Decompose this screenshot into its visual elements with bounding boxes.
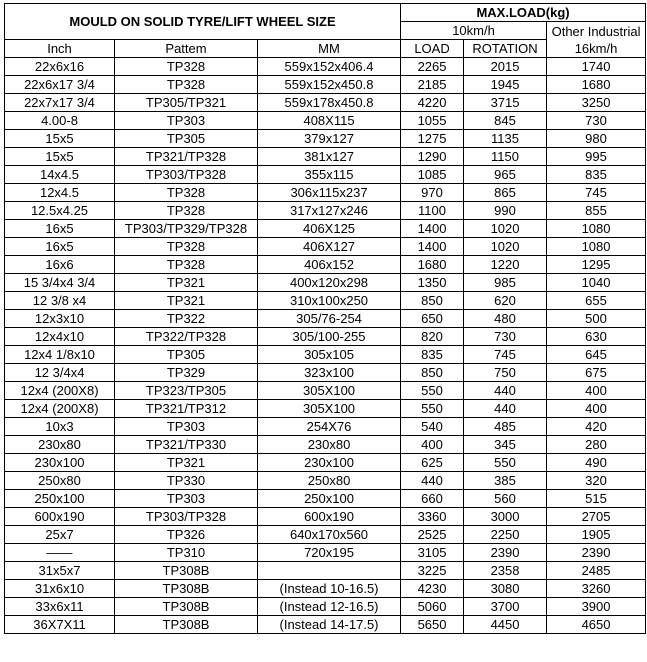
other-industrial-header xyxy=(547,22,646,58)
cell-rotation: 990 xyxy=(464,202,547,220)
cell-inch: 14x4.5 xyxy=(5,166,115,184)
cell-other: 1905 xyxy=(547,526,646,544)
cell-other: 280 xyxy=(547,436,646,454)
cell-inch: 33x6x11 xyxy=(5,598,115,616)
cell-other: 1080 xyxy=(547,220,646,238)
cell-rotation: 965 xyxy=(464,166,547,184)
cell-pattern: TP328 xyxy=(115,76,258,94)
cell-inch: 16x5 xyxy=(5,238,115,256)
cell-load: 540 xyxy=(401,418,464,436)
cell-load: 4220 xyxy=(401,94,464,112)
cell-inch: 12x4 1/8x10 xyxy=(5,346,115,364)
cell-mm: 317x127x246 xyxy=(258,202,401,220)
cell-other: 980 xyxy=(547,130,646,148)
cell-load: 1400 xyxy=(401,220,464,238)
cell-inch: 15x5 xyxy=(5,130,115,148)
cell-pattern: TP330 xyxy=(115,472,258,490)
other-industrial-label: Other Industrial xyxy=(551,23,641,39)
cell-inch: 12 3/8 x4 xyxy=(5,292,115,310)
cell-inch: 16x6 xyxy=(5,256,115,274)
cell-pattern: TP303 xyxy=(115,418,258,436)
cell-mm: 406X127 xyxy=(258,238,401,256)
table-row xyxy=(5,166,646,184)
cell-other: 400 xyxy=(547,400,646,418)
cell-other: 745 xyxy=(547,184,646,202)
cell-inch: 31x6x10 xyxy=(5,580,115,598)
cell-load: 625 xyxy=(401,454,464,472)
cell-load: 5650 xyxy=(401,616,464,634)
cell-pattern: TP310 xyxy=(115,544,258,562)
cell-load: 1350 xyxy=(401,274,464,292)
cell-inch: 22x6x17 3/4 xyxy=(5,76,115,94)
cell-rotation: 2250 xyxy=(464,526,547,544)
cell-mm: 254X76 xyxy=(258,418,401,436)
cell-rotation: 2358 xyxy=(464,562,547,580)
cell-inch: 250x80 xyxy=(5,472,115,490)
cell-load: 970 xyxy=(401,184,464,202)
cell-mm: 406x152 xyxy=(258,256,401,274)
cell-inch: 12.5x4.25 xyxy=(5,202,115,220)
cell-inch: 4.00-8 xyxy=(5,112,115,130)
table-row xyxy=(5,562,646,580)
table-row xyxy=(5,418,646,436)
cell-mm: 640x170x560 xyxy=(258,526,401,544)
cell-rotation: 550 xyxy=(464,454,547,472)
cell-other: 420 xyxy=(547,418,646,436)
cell-load: 1100 xyxy=(401,202,464,220)
table-row xyxy=(5,112,646,130)
cell-mm: 310x100x250 xyxy=(258,292,401,310)
cell-other: 2705 xyxy=(547,508,646,526)
cell-mm: 379x127 xyxy=(258,130,401,148)
cell-other: 2390 xyxy=(547,544,646,562)
cell-load: 820 xyxy=(401,328,464,346)
cell-rotation: 1945 xyxy=(464,76,547,94)
cell-other: 855 xyxy=(547,202,646,220)
cell-pattern: TP308B xyxy=(115,580,258,598)
cell-rotation: 385 xyxy=(464,472,547,490)
cell-other: 730 xyxy=(547,112,646,130)
cell-other: 1040 xyxy=(547,274,646,292)
cell-mm: 600x190 xyxy=(258,508,401,526)
table-row xyxy=(5,616,646,634)
cell-other: 645 xyxy=(547,346,646,364)
cell-inch: 25x7 xyxy=(5,526,115,544)
cell-other: 1680 xyxy=(547,76,646,94)
cell-rotation: 345 xyxy=(464,436,547,454)
cell-inch: 22x7x17 3/4 xyxy=(5,94,115,112)
cell-other: 655 xyxy=(547,292,646,310)
table-row xyxy=(5,346,646,364)
table-row xyxy=(5,238,646,256)
cell-inch: 12x4x10 xyxy=(5,328,115,346)
cell-pattern: TP303/TP328 xyxy=(115,166,258,184)
cell-rotation: 440 xyxy=(464,400,547,418)
table-row xyxy=(5,58,646,76)
cell-mm: (Instead 12-16.5) xyxy=(258,598,401,616)
cell-load: 1275 xyxy=(401,130,464,148)
cell-load: 850 xyxy=(401,292,464,310)
cell-pattern: TP329 xyxy=(115,364,258,382)
cell-load: 3105 xyxy=(401,544,464,562)
cell-pattern: TP326 xyxy=(115,526,258,544)
cell-other: 4650 xyxy=(547,616,646,634)
cell-rotation: 560 xyxy=(464,490,547,508)
cell-mm: 230x80 xyxy=(258,436,401,454)
cell-load: 3225 xyxy=(401,562,464,580)
cell-other: 3260 xyxy=(547,580,646,598)
cell-inch: 16x5 xyxy=(5,220,115,238)
cell-pattern: TP305/TP321 xyxy=(115,94,258,112)
cell-pattern: TP322 xyxy=(115,310,258,328)
cell-inch: 36X7X11 xyxy=(5,616,115,634)
cell-other: 3250 xyxy=(547,94,646,112)
cell-rotation: 480 xyxy=(464,310,547,328)
cell-rotation: 750 xyxy=(464,364,547,382)
cell-pattern: TP308B xyxy=(115,562,258,580)
cell-load: 2185 xyxy=(401,76,464,94)
cell-rotation: 3715 xyxy=(464,94,547,112)
cell-pattern: TP322/TP328 xyxy=(115,328,258,346)
table-title: MOULD ON SOLID TYRE/LIFT WHEEL SIZE xyxy=(5,4,401,40)
cell-other: 320 xyxy=(547,472,646,490)
cell-load: 2265 xyxy=(401,58,464,76)
cell-pattern: TP305 xyxy=(115,130,258,148)
table-row xyxy=(5,436,646,454)
table-row xyxy=(5,220,646,238)
table-row xyxy=(5,544,646,562)
cell-inch: 250x100 xyxy=(5,490,115,508)
cell-inch: 12x4 (200X8) xyxy=(5,382,115,400)
cell-mm: 720x195 xyxy=(258,544,401,562)
cell-mm: 559x152x406.4 xyxy=(258,58,401,76)
cell-other: 1080 xyxy=(547,238,646,256)
cell-rotation: 440 xyxy=(464,382,547,400)
cell-other: 630 xyxy=(547,328,646,346)
cell-load: 400 xyxy=(401,436,464,454)
cell-mm: (Instead 10-16.5) xyxy=(258,580,401,598)
cell-pattern: TP305 xyxy=(115,346,258,364)
cell-mm xyxy=(258,562,401,580)
cell-load: 850 xyxy=(401,364,464,382)
table-row xyxy=(5,292,646,310)
cell-load: 1055 xyxy=(401,112,464,130)
cell-mm: 305X100 xyxy=(258,382,401,400)
cell-rotation: 3080 xyxy=(464,580,547,598)
cell-load: 1085 xyxy=(401,166,464,184)
table-row xyxy=(5,76,646,94)
cell-pattern: TP328 xyxy=(115,238,258,256)
cell-mm: 408X115 xyxy=(258,112,401,130)
cell-mm: 250x100 xyxy=(258,490,401,508)
table-row xyxy=(5,130,646,148)
table-row xyxy=(5,472,646,490)
cell-inch: 12x4 (200X8) xyxy=(5,400,115,418)
cell-mm: 381x127 xyxy=(258,148,401,166)
cell-rotation: 1150 xyxy=(464,148,547,166)
table-row xyxy=(5,202,646,220)
cell-pattern: TP323/TP305 xyxy=(115,382,258,400)
cell-inch: 15 3/4x4 3/4 xyxy=(5,274,115,292)
cell-load: 5060 xyxy=(401,598,464,616)
cell-mm: 305/100-255 xyxy=(258,328,401,346)
cell-pattern: TP328 xyxy=(115,256,258,274)
cell-other: 3900 xyxy=(547,598,646,616)
cell-rotation: 4450 xyxy=(464,616,547,634)
cell-mm: 305/76-254 xyxy=(258,310,401,328)
cell-other: 400 xyxy=(547,382,646,400)
cell-rotation: 3700 xyxy=(464,598,547,616)
col-header-mm: MM xyxy=(258,40,401,58)
table-row xyxy=(5,256,646,274)
cell-mm: (Instead 14-17.5) xyxy=(258,616,401,634)
cell-mm: 355x115 xyxy=(258,166,401,184)
cell-pattern: TP321/TP330 xyxy=(115,436,258,454)
cell-rotation: 1020 xyxy=(464,238,547,256)
cell-load: 835 xyxy=(401,346,464,364)
cell-pattern: TP308B xyxy=(115,616,258,634)
table-row xyxy=(5,274,646,292)
table-row xyxy=(5,526,646,544)
cell-other: 490 xyxy=(547,454,646,472)
table-row xyxy=(5,94,646,112)
cell-pattern: TP303 xyxy=(115,490,258,508)
cell-load: 550 xyxy=(401,382,464,400)
table-row xyxy=(5,364,646,382)
cell-pattern: TP321 xyxy=(115,454,258,472)
table-row xyxy=(5,400,646,418)
cell-inch: 15x5 xyxy=(5,148,115,166)
cell-mm: 305x105 xyxy=(258,346,401,364)
table-row xyxy=(5,310,646,328)
cell-mm: 559x178x450.8 xyxy=(258,94,401,112)
cell-rotation: 985 xyxy=(464,274,547,292)
cell-rotation: 745 xyxy=(464,346,547,364)
cell-load: 1290 xyxy=(401,148,464,166)
cell-rotation: 3000 xyxy=(464,508,547,526)
cell-load: 660 xyxy=(401,490,464,508)
cell-pattern: TP328 xyxy=(115,184,258,202)
cell-rotation: 1020 xyxy=(464,220,547,238)
cell-mm: 400x120x298 xyxy=(258,274,401,292)
cell-pattern: TP303 xyxy=(115,112,258,130)
cell-mm: 323x100 xyxy=(258,364,401,382)
cell-mm: 250x80 xyxy=(258,472,401,490)
cell-inch: 10x3 xyxy=(5,418,115,436)
cell-other: 675 xyxy=(547,364,646,382)
col-header-rotation: ROTATION xyxy=(464,40,547,58)
cell-load: 1680 xyxy=(401,256,464,274)
cell-mm: 559x152x450.8 xyxy=(258,76,401,94)
tyre-spec-table xyxy=(4,3,646,634)
cell-pattern: TP303/TP329/TP328 xyxy=(115,220,258,238)
cell-other: 835 xyxy=(547,166,646,184)
cell-pattern: TP308B xyxy=(115,598,258,616)
table-row xyxy=(5,490,646,508)
cell-mm: 406X125 xyxy=(258,220,401,238)
table-row xyxy=(5,454,646,472)
cell-pattern: TP321 xyxy=(115,274,258,292)
cell-other: 2485 xyxy=(547,562,646,580)
cell-other: 500 xyxy=(547,310,646,328)
cell-load: 440 xyxy=(401,472,464,490)
col-header-load: LOAD xyxy=(401,40,464,58)
cell-rotation: 1135 xyxy=(464,130,547,148)
table-row xyxy=(5,508,646,526)
cell-other: 995 xyxy=(547,148,646,166)
cell-pattern: TP321 xyxy=(115,292,258,310)
table-row xyxy=(5,580,646,598)
col-header-pattern: Pattem xyxy=(115,40,258,58)
speed-10-header: 10km/h xyxy=(401,22,547,40)
cell-inch: —— xyxy=(5,544,115,562)
cell-load: 3360 xyxy=(401,508,464,526)
cell-pattern: TP303/TP328 xyxy=(115,508,258,526)
cell-inch: 230x80 xyxy=(5,436,115,454)
cell-rotation: 2015 xyxy=(464,58,547,76)
cell-load: 650 xyxy=(401,310,464,328)
cell-inch: 600x190 xyxy=(5,508,115,526)
cell-pattern: TP328 xyxy=(115,202,258,220)
cell-load: 550 xyxy=(401,400,464,418)
table-row xyxy=(5,148,646,166)
cell-inch: 230x100 xyxy=(5,454,115,472)
cell-mm: 230x100 xyxy=(258,454,401,472)
table-body xyxy=(5,58,646,634)
cell-other: 515 xyxy=(547,490,646,508)
cell-load: 1400 xyxy=(401,238,464,256)
cell-rotation: 1220 xyxy=(464,256,547,274)
header-row-1 xyxy=(5,4,646,22)
max-load-title: MAX.LOAD(kg) xyxy=(401,4,646,22)
col-header-inch: Inch xyxy=(5,40,115,58)
cell-pattern: TP328 xyxy=(115,58,258,76)
cell-inch: 12x4.5 xyxy=(5,184,115,202)
cell-rotation: 845 xyxy=(464,112,547,130)
cell-mm: 305X100 xyxy=(258,400,401,418)
table-row xyxy=(5,382,646,400)
cell-rotation: 485 xyxy=(464,418,547,436)
cell-rotation: 865 xyxy=(464,184,547,202)
cell-other: 1740 xyxy=(547,58,646,76)
cell-load: 4230 xyxy=(401,580,464,598)
table-row xyxy=(5,328,646,346)
speed-16-label: 16km/h xyxy=(574,40,618,56)
cell-rotation: 730 xyxy=(464,328,547,346)
cell-other: 1295 xyxy=(547,256,646,274)
cell-inch: 22x6x16 xyxy=(5,58,115,76)
cell-pattern: TP321/TP312 xyxy=(115,400,258,418)
table-row xyxy=(5,184,646,202)
cell-mm: 306x115x237 xyxy=(258,184,401,202)
table-row xyxy=(5,598,646,616)
cell-inch: 31x5x7 xyxy=(5,562,115,580)
cell-inch: 12 3/4x4 xyxy=(5,364,115,382)
cell-rotation: 620 xyxy=(464,292,547,310)
cell-pattern: TP321/TP328 xyxy=(115,148,258,166)
cell-rotation: 2390 xyxy=(464,544,547,562)
cell-load: 2525 xyxy=(401,526,464,544)
cell-inch: 12x3x10 xyxy=(5,310,115,328)
